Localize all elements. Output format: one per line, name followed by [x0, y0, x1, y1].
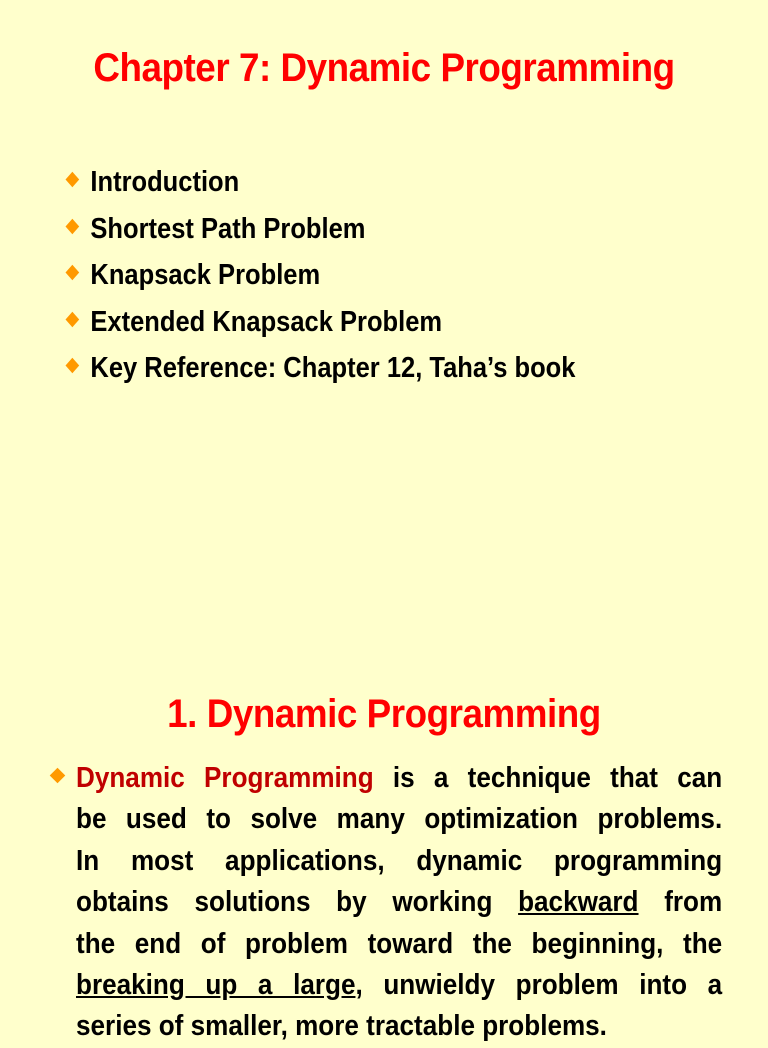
- paragraph-line: [76, 965, 722, 1006]
- paragraph-text: is a technique that can: [373, 762, 723, 794]
- underlined-term: breaking up a large: [76, 969, 356, 1002]
- definition-bullet: [48, 758, 722, 1048]
- list-item-label: Introduction: [90, 166, 240, 198]
- diamond-bullet-icon: [66, 218, 80, 234]
- paragraph-line: [76, 882, 722, 923]
- paragraph-line: be used to solve many optimization problems.: [76, 803, 723, 836]
- slide-chapter-7: [0, 0, 768, 500]
- highlighted-term: Dynamic Programming: [76, 762, 374, 794]
- slide-title: 1. Dynamic Programming: [167, 692, 601, 736]
- topic-list: [64, 160, 645, 393]
- paragraph-text: from: [638, 886, 723, 919]
- list-item-label: Extended Knapsack Problem: [90, 305, 443, 338]
- diamond-bullet-icon: [66, 265, 80, 281]
- list-item: [64, 300, 575, 347]
- paragraph-line: [76, 758, 722, 799]
- underlined-term: backward: [518, 886, 639, 919]
- diamond-bullet-icon: [66, 311, 80, 327]
- list-item-label: Shortest Path Problem: [90, 212, 366, 245]
- slide-title: Chapter 7: Dynamic Programming: [93, 46, 675, 90]
- list-item: [64, 253, 575, 300]
- diamond-bullet-icon: [66, 358, 80, 374]
- paragraph-line: the end of problem toward the beginning, the: [76, 927, 723, 960]
- slide-dynamic-programming: [0, 640, 768, 1043]
- paragraph-text: , unwieldy problem into a: [355, 969, 723, 1002]
- list-item: [64, 346, 575, 393]
- paragraph-line: series of smaller, more tractable problems.: [76, 1010, 607, 1043]
- diamond-bullet-icon: [50, 768, 66, 784]
- paragraph-text: obtains solutions by working: [76, 886, 519, 919]
- list-item-label: Key Reference: Chapter 12, Taha’s book: [90, 352, 576, 384]
- list-item: [64, 207, 575, 254]
- list-item: [64, 160, 575, 207]
- diamond-bullet-icon: [66, 172, 80, 188]
- definition-paragraph: [76, 758, 722, 1048]
- list-item-label: Knapsack Problem: [90, 259, 321, 291]
- paragraph-line: In most applications, dynamic programming: [76, 844, 723, 877]
